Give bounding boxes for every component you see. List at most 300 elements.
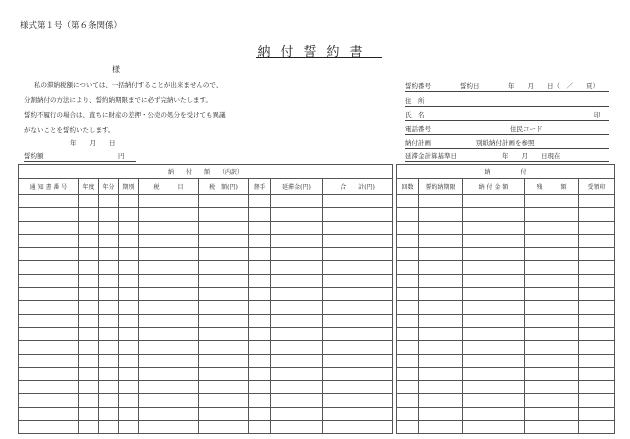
table-cell[interactable] xyxy=(119,314,139,327)
table-row xyxy=(397,407,615,420)
table-cell[interactable] xyxy=(525,208,579,221)
table-cell[interactable] xyxy=(323,195,393,208)
table-cell[interactable] xyxy=(525,234,579,247)
table-cell[interactable] xyxy=(463,301,525,314)
table-cell[interactable] xyxy=(323,421,393,434)
table-cell[interactable] xyxy=(99,221,119,234)
table-cell[interactable] xyxy=(99,407,119,420)
table-cell[interactable] xyxy=(397,327,419,340)
left-column-header: 年分 xyxy=(99,179,119,195)
table-cell[interactable] xyxy=(271,195,323,208)
table-cell[interactable] xyxy=(463,394,525,407)
table-cell[interactable] xyxy=(323,288,393,301)
table-cell[interactable] xyxy=(419,301,463,314)
table-cell[interactable] xyxy=(419,394,463,407)
table-cell[interactable] xyxy=(199,195,249,208)
table-cell[interactable] xyxy=(397,248,419,261)
table-cell[interactable] xyxy=(79,248,99,261)
table-cell[interactable] xyxy=(579,341,615,354)
table-row xyxy=(19,248,393,261)
table-cell[interactable] xyxy=(419,221,463,234)
table-row xyxy=(19,381,393,394)
table-cell[interactable] xyxy=(397,407,419,420)
table-cell[interactable] xyxy=(525,195,579,208)
table-cell[interactable] xyxy=(79,288,99,301)
table-cell[interactable] xyxy=(19,407,79,420)
right-column-header: 回数 xyxy=(397,179,419,195)
table-cell[interactable] xyxy=(119,261,139,274)
table-cell[interactable] xyxy=(119,421,139,434)
table-cell[interactable] xyxy=(249,221,271,234)
table-cell[interactable] xyxy=(419,354,463,367)
table-cell[interactable] xyxy=(119,288,139,301)
pledge-line-4: がないことを誓約いたします。 xyxy=(24,126,115,134)
table-cell[interactable] xyxy=(463,208,525,221)
table-cell[interactable] xyxy=(463,327,525,340)
table-cell[interactable] xyxy=(19,248,79,261)
table-cell[interactable] xyxy=(99,421,119,434)
table-cell[interactable] xyxy=(249,354,271,367)
left-column-header: 年度 xyxy=(79,179,99,195)
table-cell[interactable] xyxy=(419,288,463,301)
table-cell[interactable] xyxy=(463,367,525,380)
table-row xyxy=(397,381,615,394)
table-cell[interactable] xyxy=(79,367,99,380)
table-cell[interactable] xyxy=(249,314,271,327)
table-cell[interactable] xyxy=(323,381,393,394)
table-cell[interactable] xyxy=(19,208,79,221)
table-cell[interactable] xyxy=(79,301,99,314)
table-cell[interactable] xyxy=(579,234,615,247)
table-cell[interactable] xyxy=(323,407,393,420)
table-cell[interactable] xyxy=(199,354,249,367)
table-cell[interactable] xyxy=(19,301,79,314)
table-cell[interactable] xyxy=(323,301,393,314)
table-cell[interactable] xyxy=(199,208,249,221)
table-cell[interactable] xyxy=(19,367,79,380)
table-cell[interactable] xyxy=(419,234,463,247)
table-cell[interactable] xyxy=(323,327,393,340)
table-cell[interactable] xyxy=(79,274,99,287)
table-row xyxy=(397,208,615,221)
table-cell[interactable] xyxy=(99,274,119,287)
table-cell[interactable] xyxy=(579,248,615,261)
table-cell[interactable] xyxy=(139,381,199,394)
table-cell[interactable] xyxy=(525,421,579,434)
table-cell[interactable] xyxy=(199,407,249,420)
table-cell[interactable] xyxy=(323,341,393,354)
table-cell[interactable] xyxy=(19,234,79,247)
table-cell[interactable] xyxy=(99,367,119,380)
table-cell[interactable] xyxy=(419,314,463,327)
table-cell[interactable] xyxy=(139,394,199,407)
table-cell[interactable] xyxy=(99,248,119,261)
table-cell[interactable] xyxy=(579,301,615,314)
table-cell[interactable] xyxy=(271,261,323,274)
table-cell[interactable] xyxy=(19,261,79,274)
table-row xyxy=(19,221,393,234)
table-cell[interactable] xyxy=(139,195,199,208)
table-cell[interactable] xyxy=(579,208,615,221)
table-cell[interactable] xyxy=(199,261,249,274)
title-underline xyxy=(256,57,382,58)
table-cell[interactable] xyxy=(271,248,323,261)
table-cell[interactable] xyxy=(463,261,525,274)
table-cell[interactable] xyxy=(199,301,249,314)
pledge-number-line xyxy=(405,91,609,92)
table-cell[interactable] xyxy=(397,354,419,367)
pledge-line-2: 分割納付の方法により、誓約納期限までに必ず完納いたします。 xyxy=(24,96,212,104)
seal-label: 印 xyxy=(594,111,601,119)
table-cell[interactable] xyxy=(19,354,79,367)
table-cell[interactable] xyxy=(271,274,323,287)
table-cell[interactable] xyxy=(525,381,579,394)
table-cell[interactable] xyxy=(79,381,99,394)
table-cell[interactable] xyxy=(579,314,615,327)
table-cell[interactable] xyxy=(579,327,615,340)
table-cell[interactable] xyxy=(525,354,579,367)
table-cell[interactable] xyxy=(579,381,615,394)
base-date-label: 延滞金計算基準日 xyxy=(405,152,457,160)
table-cell[interactable] xyxy=(199,341,249,354)
table-cell[interactable] xyxy=(419,261,463,274)
table-cell[interactable] xyxy=(419,327,463,340)
table-cell[interactable] xyxy=(139,221,199,234)
table-cell[interactable] xyxy=(419,341,463,354)
left-column-header: 合 計(円) xyxy=(323,179,393,195)
table-cell[interactable] xyxy=(249,394,271,407)
table-cell[interactable] xyxy=(139,274,199,287)
table-cell[interactable] xyxy=(79,261,99,274)
table-cell[interactable] xyxy=(139,248,199,261)
table-cell[interactable] xyxy=(323,208,393,221)
table-cell[interactable] xyxy=(463,248,525,261)
table-cell[interactable] xyxy=(119,367,139,380)
table-cell[interactable] xyxy=(99,381,119,394)
breakdown-group-header: 納 付 額 （内訳） xyxy=(19,165,393,179)
table-cell[interactable] xyxy=(249,381,271,394)
table-cell[interactable] xyxy=(99,261,119,274)
table-cell[interactable] xyxy=(271,407,323,420)
table-cell[interactable] xyxy=(79,195,99,208)
table-cell[interactable] xyxy=(323,394,393,407)
table-cell[interactable] xyxy=(323,354,393,367)
table-cell[interactable] xyxy=(323,274,393,287)
table-row xyxy=(397,274,615,287)
table-cell[interactable] xyxy=(579,261,615,274)
table-cell[interactable] xyxy=(397,261,419,274)
table-cell[interactable] xyxy=(119,248,139,261)
phone-label: 電話番号 xyxy=(405,125,431,133)
table-cell[interactable] xyxy=(579,354,615,367)
table-cell[interactable] xyxy=(249,234,271,247)
table-cell[interactable] xyxy=(79,354,99,367)
table-cell[interactable] xyxy=(419,381,463,394)
table-cell[interactable] xyxy=(79,234,99,247)
table-row xyxy=(397,288,615,301)
table-cell[interactable] xyxy=(271,394,323,407)
table-row xyxy=(397,221,615,234)
table-cell[interactable] xyxy=(397,288,419,301)
table-cell[interactable] xyxy=(463,221,525,234)
table-cell[interactable] xyxy=(397,234,419,247)
table-cell[interactable] xyxy=(525,407,579,420)
table-cell[interactable] xyxy=(19,421,79,434)
table-cell[interactable] xyxy=(99,288,119,301)
table-cell[interactable] xyxy=(249,248,271,261)
table-cell[interactable] xyxy=(199,274,249,287)
table-cell[interactable] xyxy=(579,288,615,301)
table-cell[interactable] xyxy=(79,221,99,234)
table-cell[interactable] xyxy=(271,301,323,314)
pledge-number-label: 誓約番号 xyxy=(405,82,431,90)
table-cell[interactable] xyxy=(323,367,393,380)
table-cell[interactable] xyxy=(99,301,119,314)
table-cell[interactable] xyxy=(323,248,393,261)
table-cell[interactable] xyxy=(271,367,323,380)
table-cell[interactable] xyxy=(199,381,249,394)
base-date-value: 年 月 日現在 xyxy=(502,152,561,160)
table-cell[interactable] xyxy=(271,314,323,327)
table-cell[interactable] xyxy=(139,301,199,314)
table-cell[interactable] xyxy=(139,327,199,340)
table-cell[interactable] xyxy=(119,301,139,314)
table-cell[interactable] xyxy=(397,195,419,208)
table-cell[interactable] xyxy=(397,367,419,380)
table-cell[interactable] xyxy=(199,421,249,434)
table-row xyxy=(19,341,393,354)
table-cell[interactable] xyxy=(119,354,139,367)
table-cell[interactable] xyxy=(119,407,139,420)
table-cell[interactable] xyxy=(79,208,99,221)
table-row xyxy=(19,301,393,314)
table-row xyxy=(397,367,615,380)
table-cell[interactable] xyxy=(579,394,615,407)
table-cell[interactable] xyxy=(249,341,271,354)
table-cell[interactable] xyxy=(139,421,199,434)
table-cell[interactable] xyxy=(397,274,419,287)
table-cell[interactable] xyxy=(139,314,199,327)
right-column-header: 残 額 xyxy=(525,179,579,195)
table-row xyxy=(19,314,393,327)
table-cell[interactable] xyxy=(19,221,79,234)
table-row xyxy=(19,354,393,367)
table-cell[interactable] xyxy=(139,208,199,221)
table-cell[interactable] xyxy=(323,261,393,274)
plan-label: 納付計画 xyxy=(405,139,431,147)
table-cell[interactable] xyxy=(525,301,579,314)
table-cell[interactable] xyxy=(525,221,579,234)
pledge-line-1: 私の滞納税額については、一括納付することが出来ませんので、 xyxy=(34,81,223,89)
table-cell[interactable] xyxy=(397,221,419,234)
table-cell[interactable] xyxy=(199,248,249,261)
table-cell[interactable] xyxy=(79,394,99,407)
table-cell[interactable] xyxy=(463,407,525,420)
table-cell[interactable] xyxy=(463,288,525,301)
table-cell[interactable] xyxy=(525,288,579,301)
table-cell[interactable] xyxy=(323,314,393,327)
left-column-header: 督手 xyxy=(249,179,271,195)
table-cell[interactable] xyxy=(119,234,139,247)
table-cell[interactable] xyxy=(119,341,139,354)
table-cell[interactable] xyxy=(525,394,579,407)
table-cell[interactable] xyxy=(199,327,249,340)
table-cell[interactable] xyxy=(19,314,79,327)
table-cell[interactable] xyxy=(99,394,119,407)
table-cell[interactable] xyxy=(119,221,139,234)
table-cell[interactable] xyxy=(525,274,579,287)
table-cell[interactable] xyxy=(119,394,139,407)
table-cell[interactable] xyxy=(99,195,119,208)
table-cell[interactable] xyxy=(397,208,419,221)
table-cell[interactable] xyxy=(271,421,323,434)
table-cell[interactable] xyxy=(199,367,249,380)
table-cell[interactable] xyxy=(139,354,199,367)
table-cell[interactable] xyxy=(271,208,323,221)
table-cell[interactable] xyxy=(419,208,463,221)
table-cell[interactable] xyxy=(99,327,119,340)
table-cell[interactable] xyxy=(463,341,525,354)
table-cell[interactable] xyxy=(271,221,323,234)
table-cell[interactable] xyxy=(99,354,119,367)
table-cell[interactable] xyxy=(249,367,271,380)
table-cell[interactable] xyxy=(249,407,271,420)
table-cell[interactable] xyxy=(579,407,615,420)
table-cell[interactable] xyxy=(19,394,79,407)
table-cell[interactable] xyxy=(579,195,615,208)
table-cell[interactable] xyxy=(199,234,249,247)
table-cell[interactable] xyxy=(397,381,419,394)
payment-breakdown-table xyxy=(18,164,393,434)
address-line xyxy=(405,106,609,107)
pledge-amount-unit: 円 xyxy=(118,152,125,160)
table-cell[interactable] xyxy=(271,381,323,394)
table-cell[interactable] xyxy=(271,341,323,354)
table-cell[interactable] xyxy=(525,248,579,261)
table-cell[interactable] xyxy=(419,367,463,380)
table-cell[interactable] xyxy=(419,195,463,208)
table-cell[interactable] xyxy=(139,234,199,247)
table-cell[interactable] xyxy=(119,274,139,287)
table-cell[interactable] xyxy=(199,394,249,407)
table-cell[interactable] xyxy=(19,381,79,394)
table-cell[interactable] xyxy=(119,381,139,394)
table-row xyxy=(19,195,393,208)
table-cell[interactable] xyxy=(249,261,271,274)
table-cell[interactable] xyxy=(99,341,119,354)
table-cell[interactable] xyxy=(119,327,139,340)
table-cell[interactable] xyxy=(579,274,615,287)
table-cell[interactable] xyxy=(249,288,271,301)
address-label: 住 所 xyxy=(405,97,425,105)
table-cell[interactable] xyxy=(99,314,119,327)
table-cell[interactable] xyxy=(271,354,323,367)
table-cell[interactable] xyxy=(463,381,525,394)
table-cell[interactable] xyxy=(249,421,271,434)
table-cell[interactable] xyxy=(463,195,525,208)
table-cell[interactable] xyxy=(139,341,199,354)
table-row xyxy=(19,367,393,380)
table-cell[interactable] xyxy=(463,274,525,287)
table-cell[interactable] xyxy=(579,221,615,234)
table-cell[interactable] xyxy=(463,354,525,367)
table-cell[interactable] xyxy=(579,367,615,380)
table-cell[interactable] xyxy=(119,195,139,208)
base-date-line xyxy=(405,161,609,162)
table-cell[interactable] xyxy=(397,314,419,327)
table-cell[interactable] xyxy=(397,301,419,314)
table-cell[interactable] xyxy=(463,234,525,247)
table-row xyxy=(397,341,615,354)
table-cell[interactable] xyxy=(249,195,271,208)
table-cell[interactable] xyxy=(419,274,463,287)
table-cell[interactable] xyxy=(397,421,419,434)
table-cell[interactable] xyxy=(79,314,99,327)
table-cell[interactable] xyxy=(525,327,579,340)
table-cell[interactable] xyxy=(397,394,419,407)
left-column-header: 期別 xyxy=(119,179,139,195)
table-cell[interactable] xyxy=(579,421,615,434)
table-cell[interactable] xyxy=(249,301,271,314)
table-cell[interactable] xyxy=(525,367,579,380)
table-cell[interactable] xyxy=(99,208,119,221)
table-cell[interactable] xyxy=(249,208,271,221)
table-cell[interactable] xyxy=(139,367,199,380)
table-cell[interactable] xyxy=(419,421,463,434)
schedule-group-header: 納 付 xyxy=(397,165,615,179)
table-cell[interactable] xyxy=(199,314,249,327)
pledge-amount-line xyxy=(24,161,136,162)
table-cell[interactable] xyxy=(323,221,393,234)
table-cell[interactable] xyxy=(99,234,119,247)
table-cell[interactable] xyxy=(463,314,525,327)
table-cell[interactable] xyxy=(525,261,579,274)
table-cell[interactable] xyxy=(139,288,199,301)
pledge-date-value: 年 月 日（ ／ 頁） xyxy=(508,82,599,90)
table-cell[interactable] xyxy=(79,407,99,420)
table-row xyxy=(397,421,615,434)
table-cell[interactable] xyxy=(79,421,99,434)
table-cell[interactable] xyxy=(271,288,323,301)
table-cell[interactable] xyxy=(199,221,249,234)
table-cell[interactable] xyxy=(79,327,99,340)
table-cell[interactable] xyxy=(79,341,99,354)
table-cell[interactable] xyxy=(19,341,79,354)
table-cell[interactable] xyxy=(19,195,79,208)
table-cell[interactable] xyxy=(419,248,463,261)
table-cell[interactable] xyxy=(323,234,393,247)
table-row xyxy=(397,261,615,274)
table-cell[interactable] xyxy=(419,407,463,420)
table-cell[interactable] xyxy=(19,288,79,301)
table-cell[interactable] xyxy=(397,341,419,354)
table-cell[interactable] xyxy=(271,234,323,247)
table-cell[interactable] xyxy=(525,341,579,354)
table-cell[interactable] xyxy=(139,407,199,420)
table-cell[interactable] xyxy=(249,327,271,340)
table-row xyxy=(19,421,393,434)
table-cell[interactable] xyxy=(525,314,579,327)
table-cell[interactable] xyxy=(271,327,323,340)
pledge-line-3: 誓約不履行の場合は、直ちに財産の差押・公売の処分を受けても異議 xyxy=(24,111,226,119)
table-cell[interactable] xyxy=(139,261,199,274)
table-cell[interactable] xyxy=(19,274,79,287)
table-cell[interactable] xyxy=(463,421,525,434)
table-cell[interactable] xyxy=(119,208,139,221)
table-cell[interactable] xyxy=(199,288,249,301)
table-cell[interactable] xyxy=(249,274,271,287)
table-cell[interactable] xyxy=(19,327,79,340)
